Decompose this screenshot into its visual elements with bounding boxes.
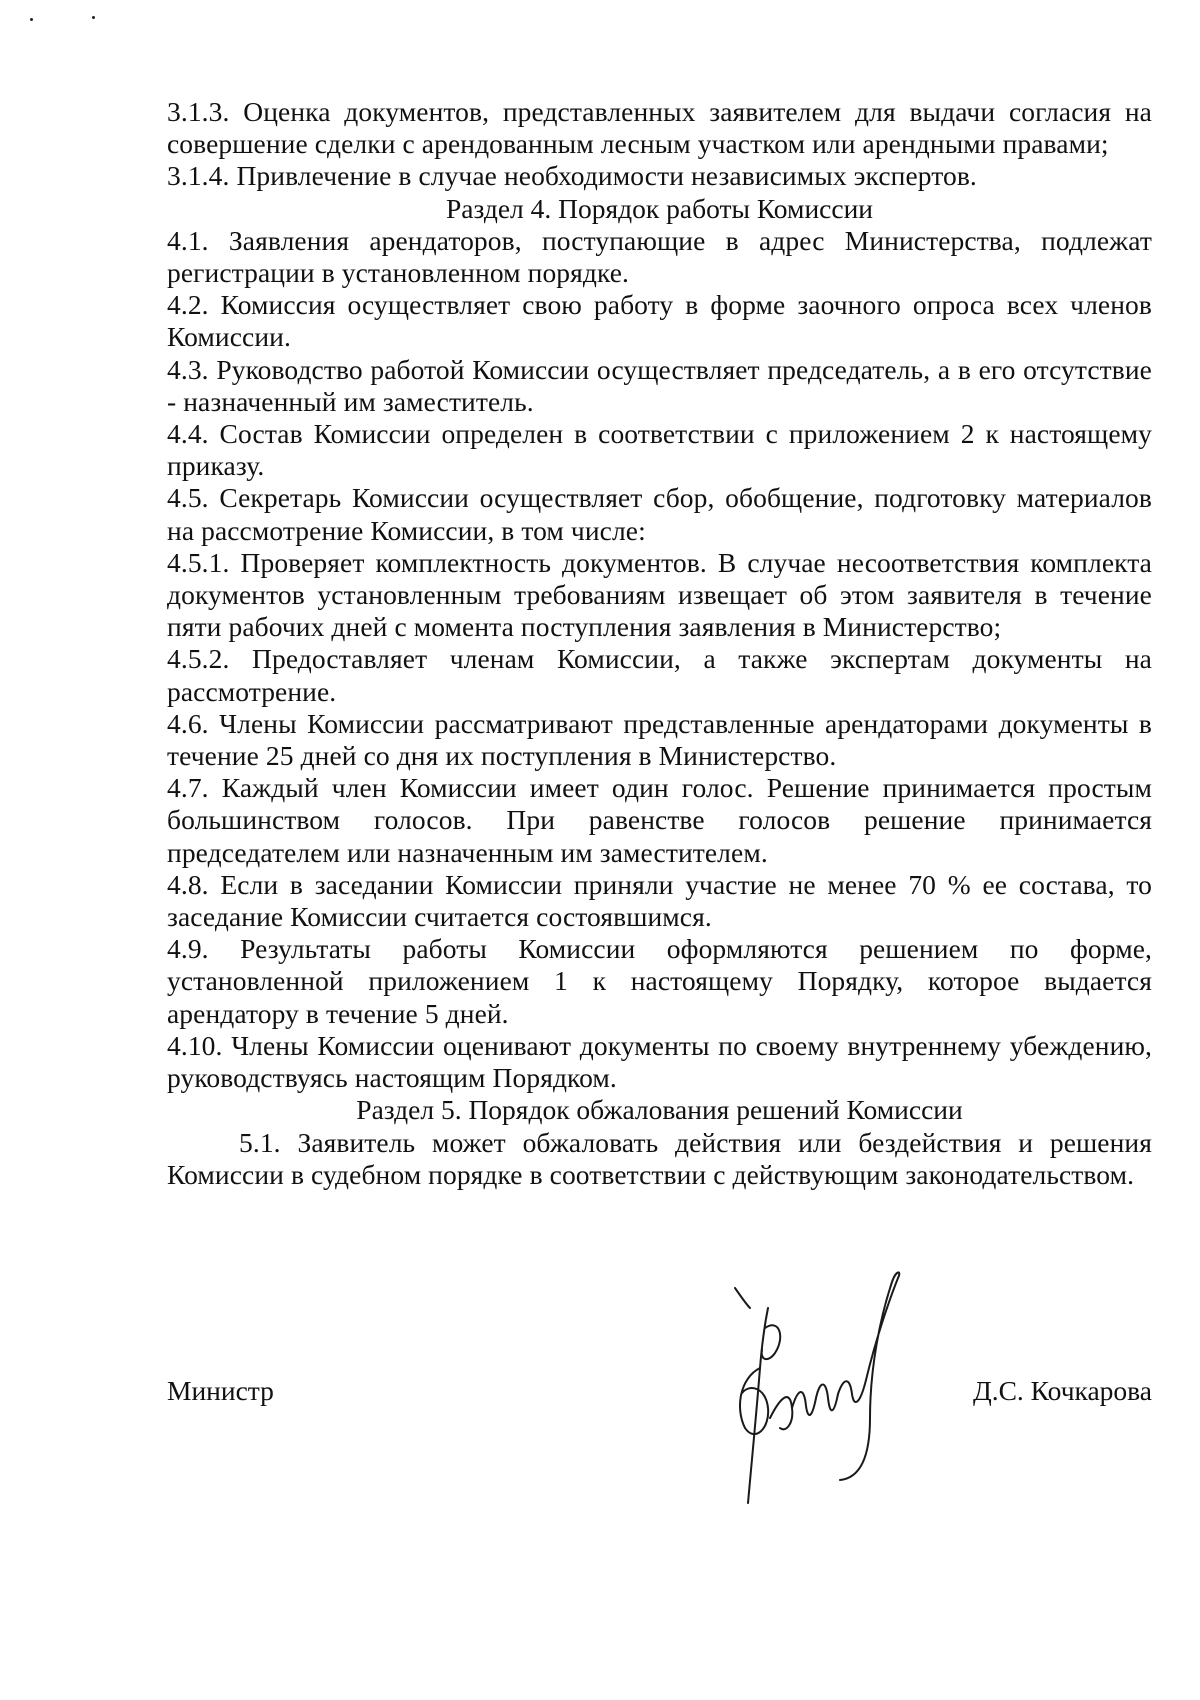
section-5-heading: Раздел 5. Порядок обжалования решений Комиссии bbox=[356, 1094, 963, 1126]
paragraph-4-4: 4.4. Состав Комиссии определен в соответствии с приложением 2 к настоящему приказу. bbox=[167, 418, 1152, 482]
paragraph-3-1-4: 3.1.4. Привлечение в случае необходимости независимых экспертов. bbox=[167, 160, 977, 192]
signature-block bbox=[167, 1375, 1152, 1415]
paragraph-3-1-3: 3.1.3. Оценка документов, представленных заявителем для выдачи согласия на совершение сделки с арендованным лесным участком или арендными правами; bbox=[167, 96, 1152, 160]
paragraph-4-9: 4.9. Результаты работы Комиссии оформляются решением по форме, установленной приложением 1 к настоящему Порядку, которое выдается арендатору в течение 5 дней. bbox=[167, 933, 1152, 1029]
paragraph-4-6: 4.6. Члены Комиссии рассматривают представленные арендаторами документы в течение 25 дней со дня их поступления в Министерство. bbox=[167, 707, 1152, 772]
paragraph-5-1: 5.1. Заявитель может обжаловать действия или бездействия и решения Комиссии в судебном порядке в соответствии с действующим законодательством. bbox=[167, 1126, 1152, 1190]
paragraph-4-5-1: 4.5.1. Проверяет комплектность документов. В случае несоответствия комплекта документов установленным требованиям извещает об этом заявителя в течение пяти рабочих дней с момента поступления заявления в Министерство; bbox=[167, 546, 1152, 643]
scan-speck bbox=[30, 18, 33, 21]
paragraph-4-3: 4.3. Руководство работой Комиссии осуществляет председатель, а в его отсутствие - назначенный им заместитель. bbox=[167, 353, 1152, 417]
paragraph-4-5: 4.5. Секретарь Комиссии осуществляет сбор, обобщение, подготовку материалов на рассмотрение Комиссии, в том числе: bbox=[167, 482, 1152, 546]
paragraph-4-1: 4.1. Заявления арендаторов, поступающие в адрес Министерства, подлежат регистрации в установленном порядке. bbox=[167, 224, 1152, 289]
scan-speck bbox=[92, 16, 95, 19]
paragraph-4-10: 4.10. Члены Комиссии оценивают документы по своему внутреннему убеждению, руководствуясь настоящим Порядком. bbox=[167, 1029, 1152, 1094]
paragraph-4-2: 4.2. Комиссия осуществляет свою работу в форме заочного опроса всех членов Комиссии. bbox=[167, 289, 1152, 353]
paragraph-4-7: 4.7. Каждый член Комиссии имеет один голос. Решение принимается простым большинством голосов. При равенстве голосов решение принимается председателем или назначенным им заместителем. bbox=[167, 772, 1152, 868]
signatory-title: Министр bbox=[167, 1375, 274, 1406]
section-4-heading: Раздел 4. Порядок работы Комиссии bbox=[445, 192, 873, 224]
paragraph-4-8: 4.8. Если в заседании Комиссии приняли участие не менее 70 % ее состава, то заседание Комиссии считается состоявшимся. bbox=[167, 868, 1152, 933]
paragraph-4-5-2: 4.5.2. Предоставляет членам Комиссии, а также экспертам документы на рассмотрение. bbox=[167, 643, 1152, 707]
document-body bbox=[167, 96, 1152, 1191]
signatory-name: Д.С. Кочкарова bbox=[972, 1375, 1152, 1406]
